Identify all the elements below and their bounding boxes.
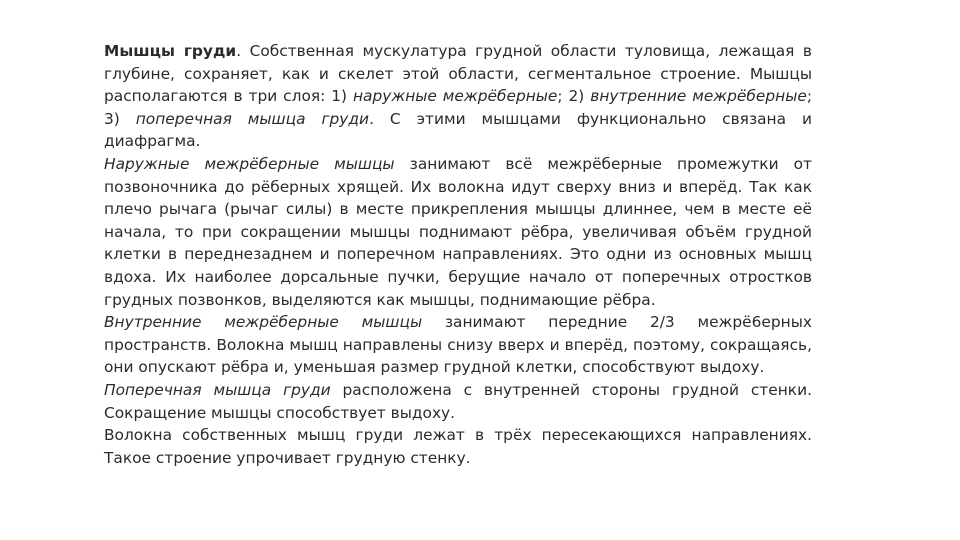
term-heading: Поперечная мышца груди — [104, 380, 331, 399]
text-run: занимают всё межрёберные промежутки от позвоночника до рёберных хрящей. Их волокна идут сверху вниз и вперёд. Так как плечо рычага (рычаг силы) в месте прикрепления мышцы длиннее, чем в месте её начала, то при сокращении мышцы поднимают рёбра, увеличивая объём грудной клетки в переднезаднем и поперечном направлениях. Это одни из основных мышц вдоха. Их наиболее дорсальные пучки, берущие начало от поперечных отростков грудных позвонков, выделяются как мышцы, поднимающие рёбра. — [104, 154, 812, 309]
text-run: Волокна собственных мышц груди лежат в трёх пересекающихся направлениях. Такое строение упрочивает грудную стенку. — [104, 426, 812, 467]
term-internal-intercostal: внутренние межрёберные — [590, 87, 807, 106]
paragraph-conclusion — [104, 424, 812, 469]
text-run: занимают передние 2/3 межрё6ерных пространств. Волокна мышц направлены снизу вверх и вперёд, поэтому, сокращаясь, они опускают рёбра и, уменьшая размер грудной клетки, способствуют выдоху. — [104, 313, 812, 377]
term-external-intercostal: наружные межрёберные — [352, 87, 558, 106]
term-transverse-thoracis: поперечная мышца груди — [135, 109, 370, 128]
term-heading: Наружные межрёберные мышцы — [104, 154, 395, 173]
text-run: . Собственная мускулатура грудной области туловища, лежащая в глубине, сохраняет, как и скелет этой области, сегментальное строение. Мышцы располагаются в три слоя: 1) — [104, 42, 812, 106]
paragraph-external-intercostal — [104, 153, 812, 311]
term-heading: Внутренние межрёберные мышцы — [104, 313, 423, 332]
section-title: Мышцы груди — [104, 42, 237, 60]
paragraph-internal-intercostal — [104, 311, 812, 379]
paragraph-transverse-thoracis — [104, 379, 812, 424]
text-run: . С этими мышцами функционально связана и диафрагма. — [104, 109, 812, 151]
text-run: ; 3) — [104, 87, 812, 128]
paragraph-intro — [104, 40, 812, 153]
text-run: расположена с внутренней стороны грудной стенки. Сокращение мышцы способствует выдоху. — [104, 380, 812, 422]
text-run: ; 2) — [557, 87, 591, 106]
text-block — [104, 40, 812, 469]
